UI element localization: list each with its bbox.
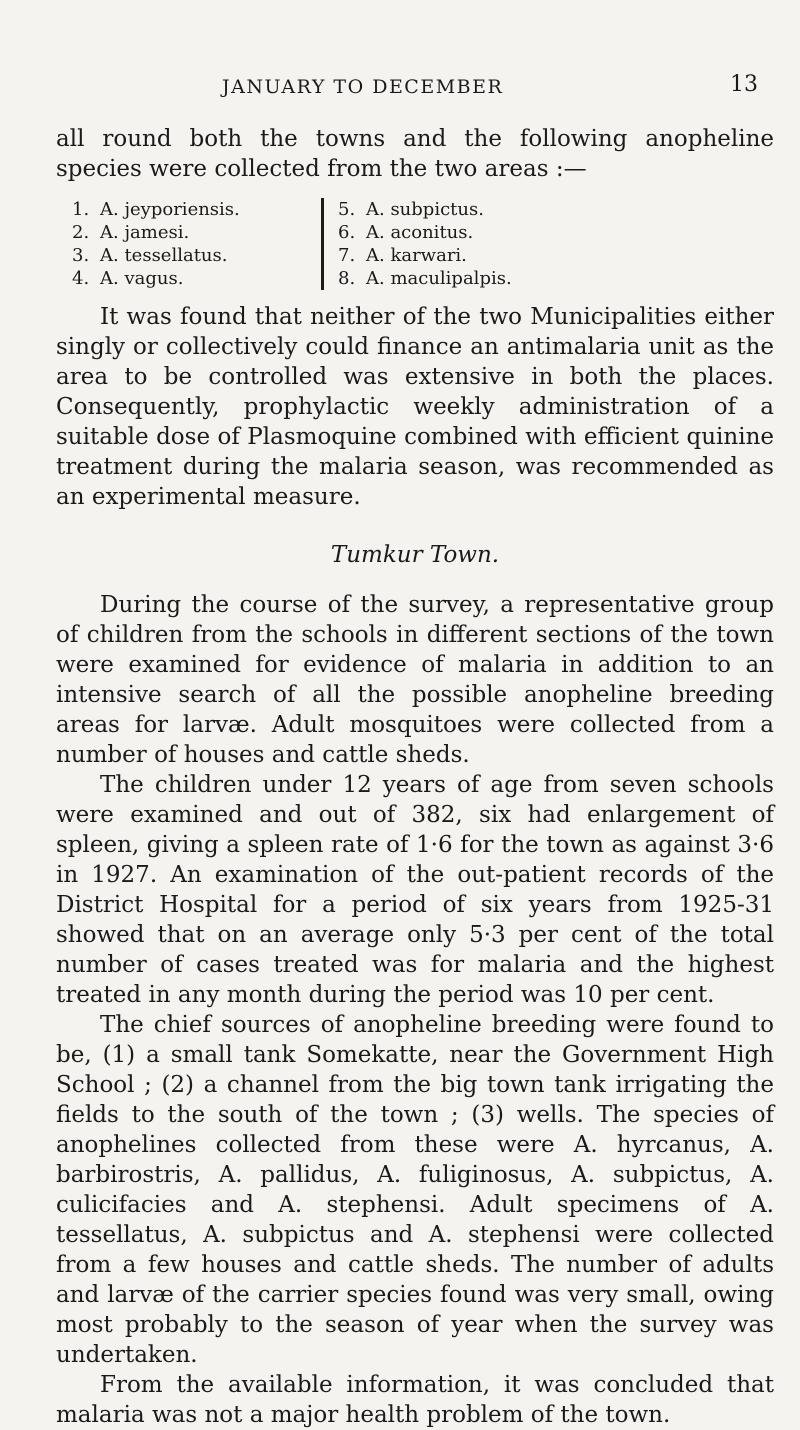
species-list-left-column: [56, 198, 321, 290]
page-number: 13: [730, 72, 758, 97]
species-number: 5.: [338, 199, 356, 220]
species-item: [338, 198, 512, 221]
species-number: 6.: [338, 222, 356, 243]
species-item: [72, 198, 321, 221]
spleen-rate-paragraph: The children under 12 years of age from seven schools were examined and out of 382, six had enlargement of spleen, giving a spleen rate of 1·6 for the town as against 3·6 in 1927. An examination of the out-patient records of the District Hospital for a period of six years from 1925-31 showed that on an average only 5·3 per cent of the total number of cases treated was for malaria and the highest treated in any month during the period was 10 per cent.: [56, 772, 774, 1008]
breeding-sources-paragraph: The chief sources of anopheline breeding were found to be, (1) a small tank Somekatte, near the Government High School ; (2) a channel from the big town tank irrigating the fields to the south of the town ; (3) wells. The species of anophelines collected from these were A. hyrcanus, A. barbirostris, A. pallidus, A. fuliginosus, A. subpictus, A. culicifacies and A. stephensi. Adult specimens of A. tessellatus, A. subpictus and A. stephensi were collected from a few houses and cattle sheds. The number of adults and larvæ of the carrier species found was very small, owing most probably to the season of year when the survey was undertaken.: [56, 1012, 774, 1368]
municipalities-paragraph: It was found that neither of the two Municipalities either singly or collectively could finance an antimalaria unit as the area to be controlled was extensive in both the places. Consequently, prophylactic weekly administration of a suitable dose of Plasmoquine combined with efficient quinine treatment during the malaria season, was recommended as an experimental measure.: [56, 304, 774, 510]
species-item: [72, 267, 321, 290]
species-number: 8.: [338, 268, 356, 289]
intro-paragraph: all round both the towns and the following anopheline species were collected from the two areas :—: [56, 126, 774, 182]
species-name: A. jamesi.: [100, 222, 190, 243]
species-list-right-column: [321, 198, 512, 290]
species-name: A. tessellatus.: [100, 245, 228, 266]
species-name: A. karwari.: [366, 245, 467, 266]
species-item: [72, 221, 321, 244]
section-title: Tumkur Town.: [330, 542, 500, 568]
species-list: [56, 198, 774, 290]
species-item: [338, 244, 512, 267]
species-number: 7.: [338, 245, 356, 266]
page-header: [0, 72, 800, 110]
species-item: [338, 267, 512, 290]
conclusion-paragraph: From the available information, it was concluded that malaria was not a major health problem of the town.: [56, 1372, 774, 1428]
species-number: 3.: [72, 245, 90, 266]
species-name: A. subpictus.: [366, 199, 484, 220]
page-body: [56, 124, 774, 1430]
survey-paragraph: During the course of the survey, a representative group of children from the schools in different sections of the town were examined for evidence of malaria in addition to an intensive search of all the possible anopheline breeding areas for larvæ. Adult mosquitoes were collected from a number of houses and cattle sheds.: [56, 592, 774, 768]
species-name: A. vagus.: [100, 268, 184, 289]
species-number: 2.: [72, 222, 90, 243]
running-title: JANUARY TO DECEMBER: [222, 76, 504, 98]
species-item: [72, 244, 321, 267]
species-name: A. jeyporiensis.: [100, 199, 240, 220]
species-number: 4.: [72, 268, 90, 289]
species-name: A. maculipalpis.: [366, 268, 512, 289]
species-item: [338, 221, 512, 244]
species-name: A. aconitus.: [366, 222, 474, 243]
species-number: 1.: [72, 199, 90, 220]
